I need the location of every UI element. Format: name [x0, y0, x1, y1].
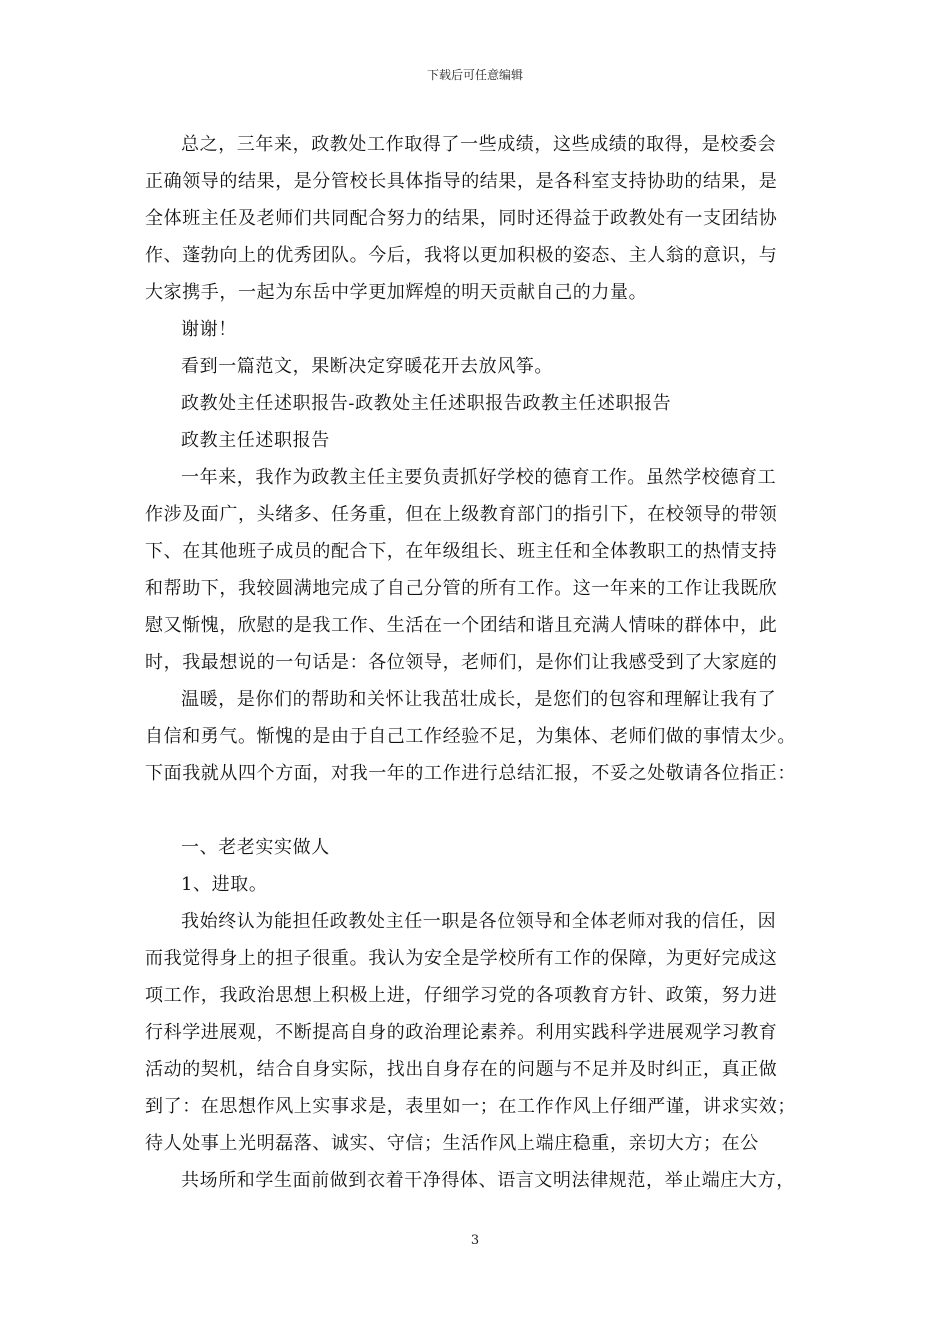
text-line: 而我觉得身上的担子很重。我认为安全是学校所有工作的保障，为更好完成这 [145, 948, 778, 969]
text-line: 行科学进展观，不断提高自身的政治理论素养。利用实践科学进展观学习教育 [145, 1022, 778, 1043]
text-line: 下面我就从四个方面，对我一年的工作进行总结汇报，不妥之处敬请各位指正： [145, 763, 796, 784]
text-line: 和帮助下，我较圆满地完成了自己分管的所有工作。这一年来的工作让我既欣 [145, 578, 778, 599]
text-line: 正确领导的结果，是分管校长具体指导的结果，是各科室支持协助的结果，是 [145, 171, 778, 192]
section-heading [145, 829, 810, 866]
text-line: 一、老老实实做人 [181, 837, 330, 858]
text-line: 时，我最想说的一句话是：各位领导，老师们，是你们让我感受到了大家庭的 [145, 652, 778, 673]
page-number: 3 [470, 1233, 480, 1248]
text-line: 作涉及面广，头绪多、任务重，但在上级教育部门的指引下，在校领导的带领 [145, 504, 778, 525]
text-line: 下、在其他班子成员的配合下，在年级组长、班主任和全体教职工的热情支持 [145, 541, 778, 562]
text-line: 谢谢！ [181, 319, 237, 340]
text-line: 到了：在思想作风上实事求是，表里如一；在工作作风上仔细严谨，讲求实效； [145, 1096, 796, 1117]
paragraph-thanks [145, 311, 810, 348]
text-line: 项工作，我政治思想上积极上进，仔细学习党的各项教育方针、政策，努力进 [145, 985, 778, 1006]
text-line: 一年来，我作为政教主任主要负责抓好学校的德育工作。虽然学校德育工 [181, 467, 777, 488]
text-line: 总之，三年来，政教处工作取得了一些成绩，这些成绩的取得，是校委会 [181, 134, 777, 155]
text-line: 慰又惭愧，欣慰的是我工作、生活在一个团结和谐且充满人情味的群体中，此 [145, 615, 778, 636]
report-subtitle [145, 422, 810, 459]
text-line: 作、蓬勃向上的优秀团队。今后，我将以更加积极的姿态、主人翁的意识，与 [145, 245, 778, 266]
paragraph-public-conduct [145, 1162, 810, 1199]
page-header: 下载后可任意编辑 [426, 68, 523, 82]
text-line: 温暖，是你们的帮助和关怀让我茁壮成长，是您们的包容和理解让我有了 [181, 689, 777, 710]
text-line: 我始终认为能担任政教处主任一职是各位领导和全体老师对我的信任，因 [181, 911, 777, 932]
paragraph-summary [145, 126, 810, 311]
document-body [145, 126, 810, 1199]
text-line: 政教主任述职报告 [181, 430, 330, 451]
paragraph-progress [145, 903, 810, 1162]
paragraph-warmth [145, 681, 810, 792]
text-line: 自信和勇气。惭愧的是由于自己工作经验不足，为集体、老师们做的事情太少。 [145, 726, 796, 747]
text-line: 看到一篇范文，果断决定穿暖花开去放风筝。 [181, 356, 553, 377]
text-line: 共场所和学生面前做到衣着干净得体、语言文明法律规范，举止端庄大方， [181, 1170, 795, 1191]
text-line: 全体班主任及老师们共同配合努力的结果，同时还得益于政教处有一支团结协 [145, 208, 778, 229]
report-title [145, 385, 810, 422]
subsection-heading [145, 866, 810, 903]
text-line: 政教处主任述职报告-政教处主任述职报告政教主任述职报告 [181, 393, 672, 414]
paragraph-intro [145, 459, 810, 681]
text-line: 活动的契机，结合自身实际，找出自身存在的问题与不足并及时纠正，真正做 [145, 1059, 778, 1080]
text-line: 大家携手，一起为东岳中学更加辉煌的明天贡献自己的力量。 [145, 282, 648, 303]
text-line: 待人处事上光明磊落、诚实、守信；生活作风上端庄稳重，亲切大方；在公 [145, 1133, 759, 1154]
text-line: 1、进取。 [181, 874, 268, 895]
paragraph-fanwen [145, 348, 810, 385]
